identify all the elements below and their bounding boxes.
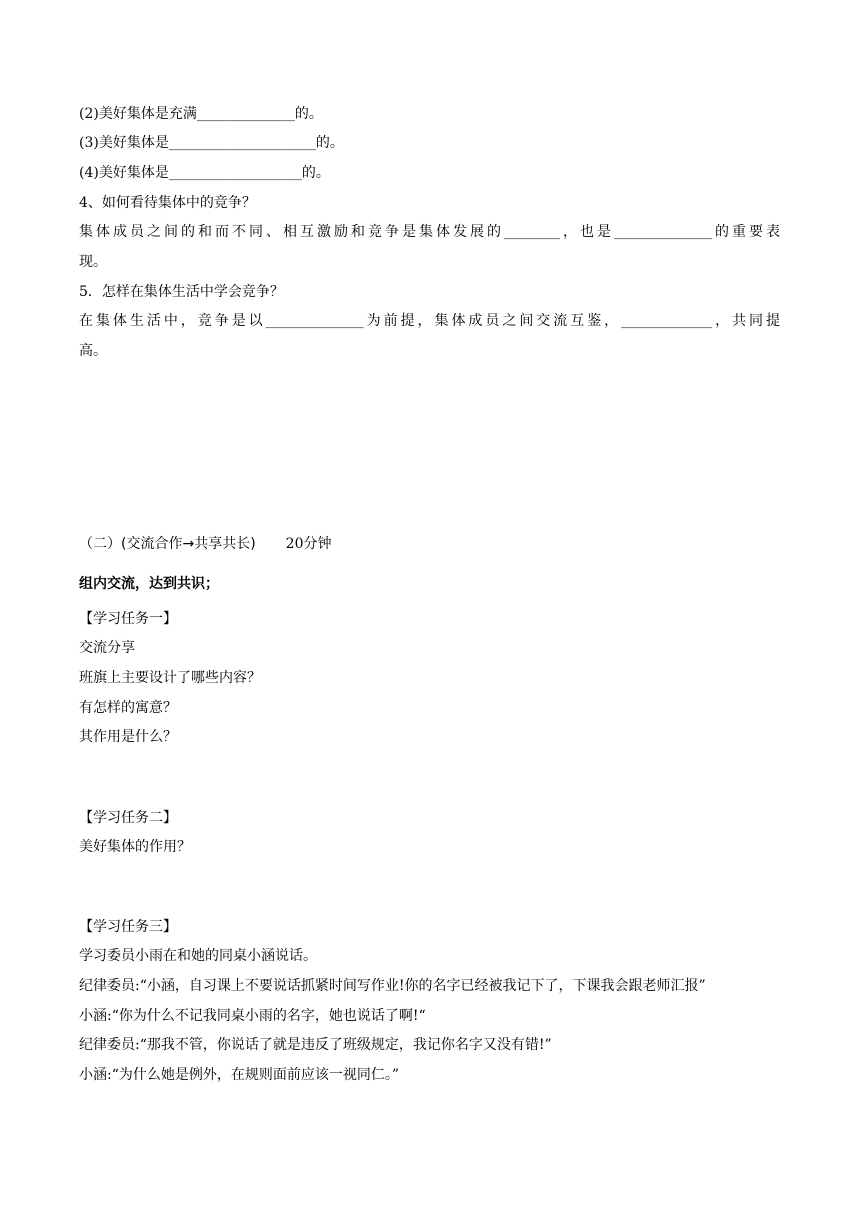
task-3-line: 纪律委员:“小涵，自习课上不要说话抓紧时间写作业!你的名字已经被我记下了，下课我会跟老师汇报” [79,978,706,994]
task-3-line: 小涵:“你为什么不记我同桌小雨的名字，她也说话了啊!“ [79,1008,426,1024]
task-1-title: 【学习任务一】 [79,611,177,627]
question-4-title: 4、如何看待集体中的竞争？ [79,195,256,211]
task-1-line: 其作用是什么？ [79,729,177,745]
task-3-line: 小涵:“为什么她是例外，在规则面前应该一视同仁。” [79,1067,400,1083]
task-2-title: 【学习任务二】 [79,810,177,826]
section-2-heading: （二）(交流合作→共享共长) [79,536,256,552]
task-2-line: 美好集体的作用？ [79,839,191,855]
task-3-line: 学习委员小雨在和她的同桌小涵说话。 [79,948,317,964]
question-5-answer-line1: 在集体生活中，竞争是以______________为前提，集体成员之间交流互鉴，_____________，共同提 [79,313,780,329]
task-3-title: 【学习任务三】 [79,919,177,935]
item-2: (2)美好集体是充满______________的。 [79,106,323,122]
question-5-title: 5．怎样在集体生活中学会竞争？ [79,284,284,300]
task-1-line: 班旗上主要设计了哪些内容？ [79,670,261,686]
section-2-heading-row [79,534,780,554]
question-4-answer-line1: 集体成员之间的和而不同、相互激励和竞争是集体发展的________，也是______________的重要表 [79,224,780,240]
question-5-answer-line2: 高。 [79,343,107,359]
item-3: (3)美好集体是_____________________的。 [79,135,344,151]
section-2-duration: 20分钟 [285,536,332,552]
task-3-line: 纪律委员:“那我不管，你说话了就是违反了班级规定，我记你名字又没有错!” [79,1037,552,1053]
question-4-answer-line2: 现。 [79,254,107,270]
section-2-subheading: 组内交流，达到共识； [79,576,219,592]
task-1-line: 交流分享 [79,640,135,656]
item-4: (4)美好集体是___________________的。 [79,165,330,181]
task-1-line: 有怎样的寓意？ [79,700,177,716]
